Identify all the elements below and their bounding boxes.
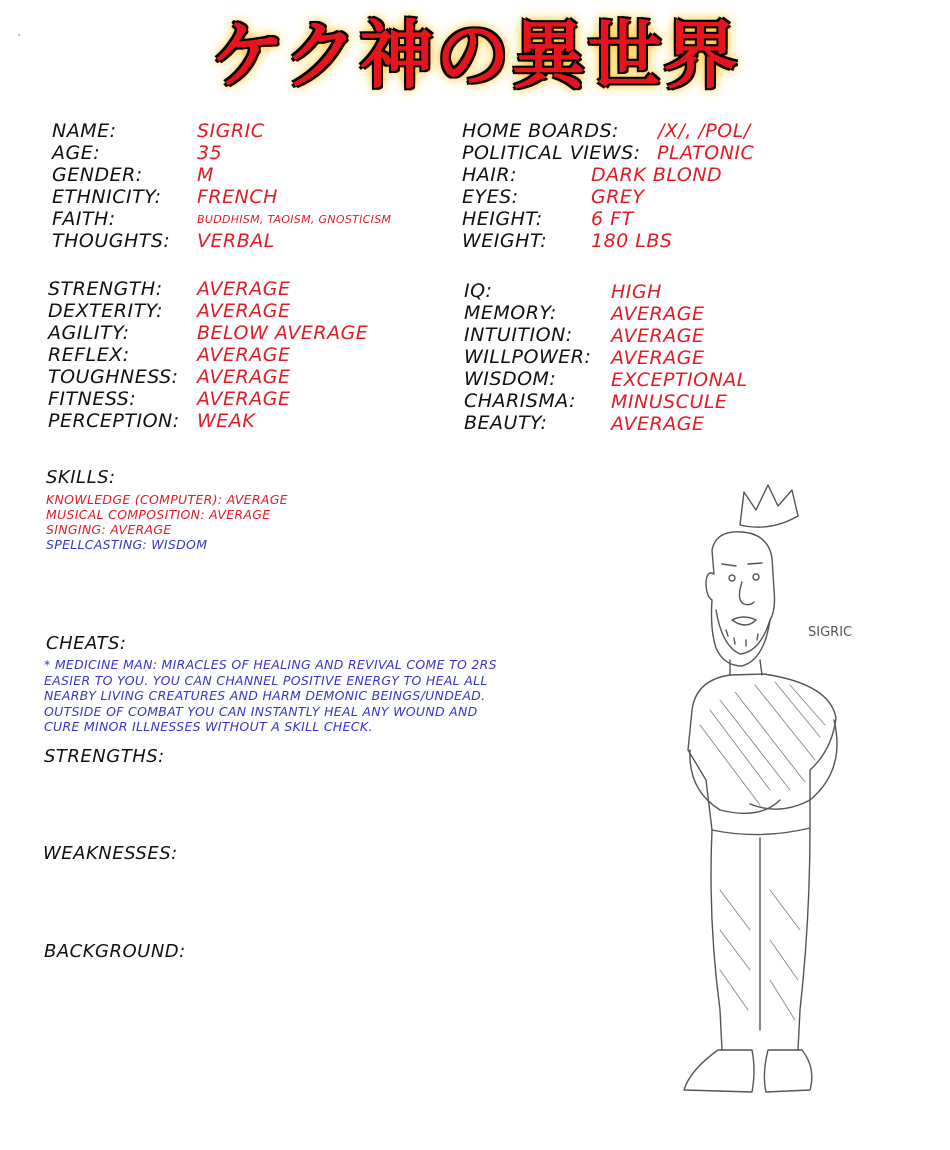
height-value: 6 FT	[591, 208, 634, 230]
name-label: NAME:	[52, 120, 117, 142]
fitness-value: AVERAGE	[197, 388, 291, 410]
dexterity-label: DEXTERITY:	[48, 300, 164, 322]
agility-label: AGILITY:	[48, 322, 130, 344]
toughness-label: TOUGHNESS:	[48, 366, 179, 388]
memory-value: AVERAGE	[611, 303, 705, 325]
faith-label: FAITH:	[52, 208, 116, 230]
ethnicity-label: ETHNICITY:	[52, 186, 162, 208]
reflex-label: REFLEX:	[48, 344, 130, 366]
weight-value: 180 LBS	[591, 230, 673, 252]
intuition-label: INTUITION:	[464, 324, 573, 346]
right-shoe-drawing	[764, 1050, 811, 1092]
perception-value: WEAK	[197, 410, 256, 432]
home-boards-label: HOME BOARDS:	[462, 120, 619, 142]
dexterity-value: AVERAGE	[197, 300, 291, 322]
toughness-value: AVERAGE	[197, 366, 291, 388]
iq-value: HIGH	[611, 281, 662, 303]
wisdom-value: EXCEPTIONAL	[611, 369, 748, 391]
skill-singing: SINGING: AVERAGE	[46, 522, 172, 537]
left-shoe-drawing	[684, 1050, 754, 1092]
eyes-value: GREY	[591, 186, 645, 208]
willpower-value: AVERAGE	[611, 347, 705, 369]
reflex-value: AVERAGE	[197, 344, 291, 366]
page-title: ケク神の異世界	[210, 13, 740, 99]
charisma-label: CHARISMA:	[464, 390, 577, 412]
cheat-line: EASIER TO YOU. YOU CAN CHANNEL POSITIVE ENERGY TO HEAL ALL	[44, 672, 488, 688]
cheat-line: CURE MINOR ILLNESSES WITHOUT A SKILL CHECK.	[44, 719, 373, 734]
hair-value: DARK BLOND	[591, 164, 723, 186]
iq-label: IQ:	[464, 280, 493, 302]
gender-label: GENDER:	[52, 164, 143, 186]
charisma-value: MINUSCULE	[611, 391, 728, 413]
political-views-label: POLITICAL VIEWS:	[462, 142, 641, 164]
memory-label: MEMORY:	[464, 302, 557, 324]
weaknesses-heading: WEAKNESSES:	[43, 843, 178, 864]
strength-label: STRENGTH:	[48, 278, 163, 300]
agility-value: BELOW AVERAGE	[197, 322, 369, 344]
beauty-label: BEAUTY:	[464, 412, 548, 434]
strength-value: AVERAGE	[197, 278, 291, 300]
age-label: AGE:	[52, 142, 101, 164]
willpower-label: WILLPOWER:	[464, 346, 592, 368]
cheat-description	[44, 657, 584, 735]
cheat-line: NEARBY LIVING CREATURES AND HARM DEMONIC BEINGS/UNDEAD.	[44, 688, 486, 703]
faith-value: BUDDHISM, TAOISM, GNOSTICISM	[197, 213, 392, 226]
wisdom-label: WISDOM:	[464, 368, 557, 390]
eyes-label: EYES:	[462, 186, 519, 208]
skill-musical-composition: MUSICAL COMPOSITION: AVERAGE	[46, 507, 271, 522]
age-value: 35	[197, 142, 223, 164]
ethnicity-value: FRENCH	[197, 186, 278, 208]
fitness-label: FITNESS:	[48, 388, 137, 410]
skill-spellcasting: SPELLCASTING: WISDOM	[46, 537, 208, 552]
beauty-value: AVERAGE	[611, 413, 705, 435]
thoughts-label: THOUGHTS:	[52, 230, 171, 252]
weight-label: WEIGHT:	[462, 230, 548, 252]
thoughts-value: VERBAL	[197, 230, 275, 252]
skill-knowledge: KNOWLEDGE (COMPUTER): AVERAGE	[46, 492, 288, 507]
strengths-heading: STRENGTHS:	[44, 746, 165, 767]
cheat-line: OUTSIDE OF COMBAT YOU CAN INSTANTLY HEAL ANY WOUND AND	[44, 703, 478, 719]
gender-value: M	[197, 164, 214, 186]
home-boards-value: /X/, /POL/	[658, 120, 751, 142]
background-heading: BACKGROUND:	[44, 941, 186, 962]
hair-label: HAIR:	[462, 164, 517, 186]
crown-drawing	[740, 485, 798, 527]
intuition-value: AVERAGE	[611, 325, 705, 347]
cheat-line: * MEDICINE MAN: MIRACLES OF HEALING AND REVIVAL COME TO 2RS	[44, 657, 497, 672]
political-views-value: PLATONIC	[657, 142, 755, 164]
name-value: SIGRIC	[197, 120, 265, 142]
height-label: HEIGHT:	[462, 208, 543, 230]
skills-heading: SKILLS:	[46, 467, 116, 488]
drawing-caption: SIGRIC	[808, 625, 853, 640]
cheats-heading: CHEATS:	[46, 633, 127, 654]
perception-label: PERCEPTION:	[48, 410, 180, 432]
character-sketch	[660, 470, 880, 1120]
